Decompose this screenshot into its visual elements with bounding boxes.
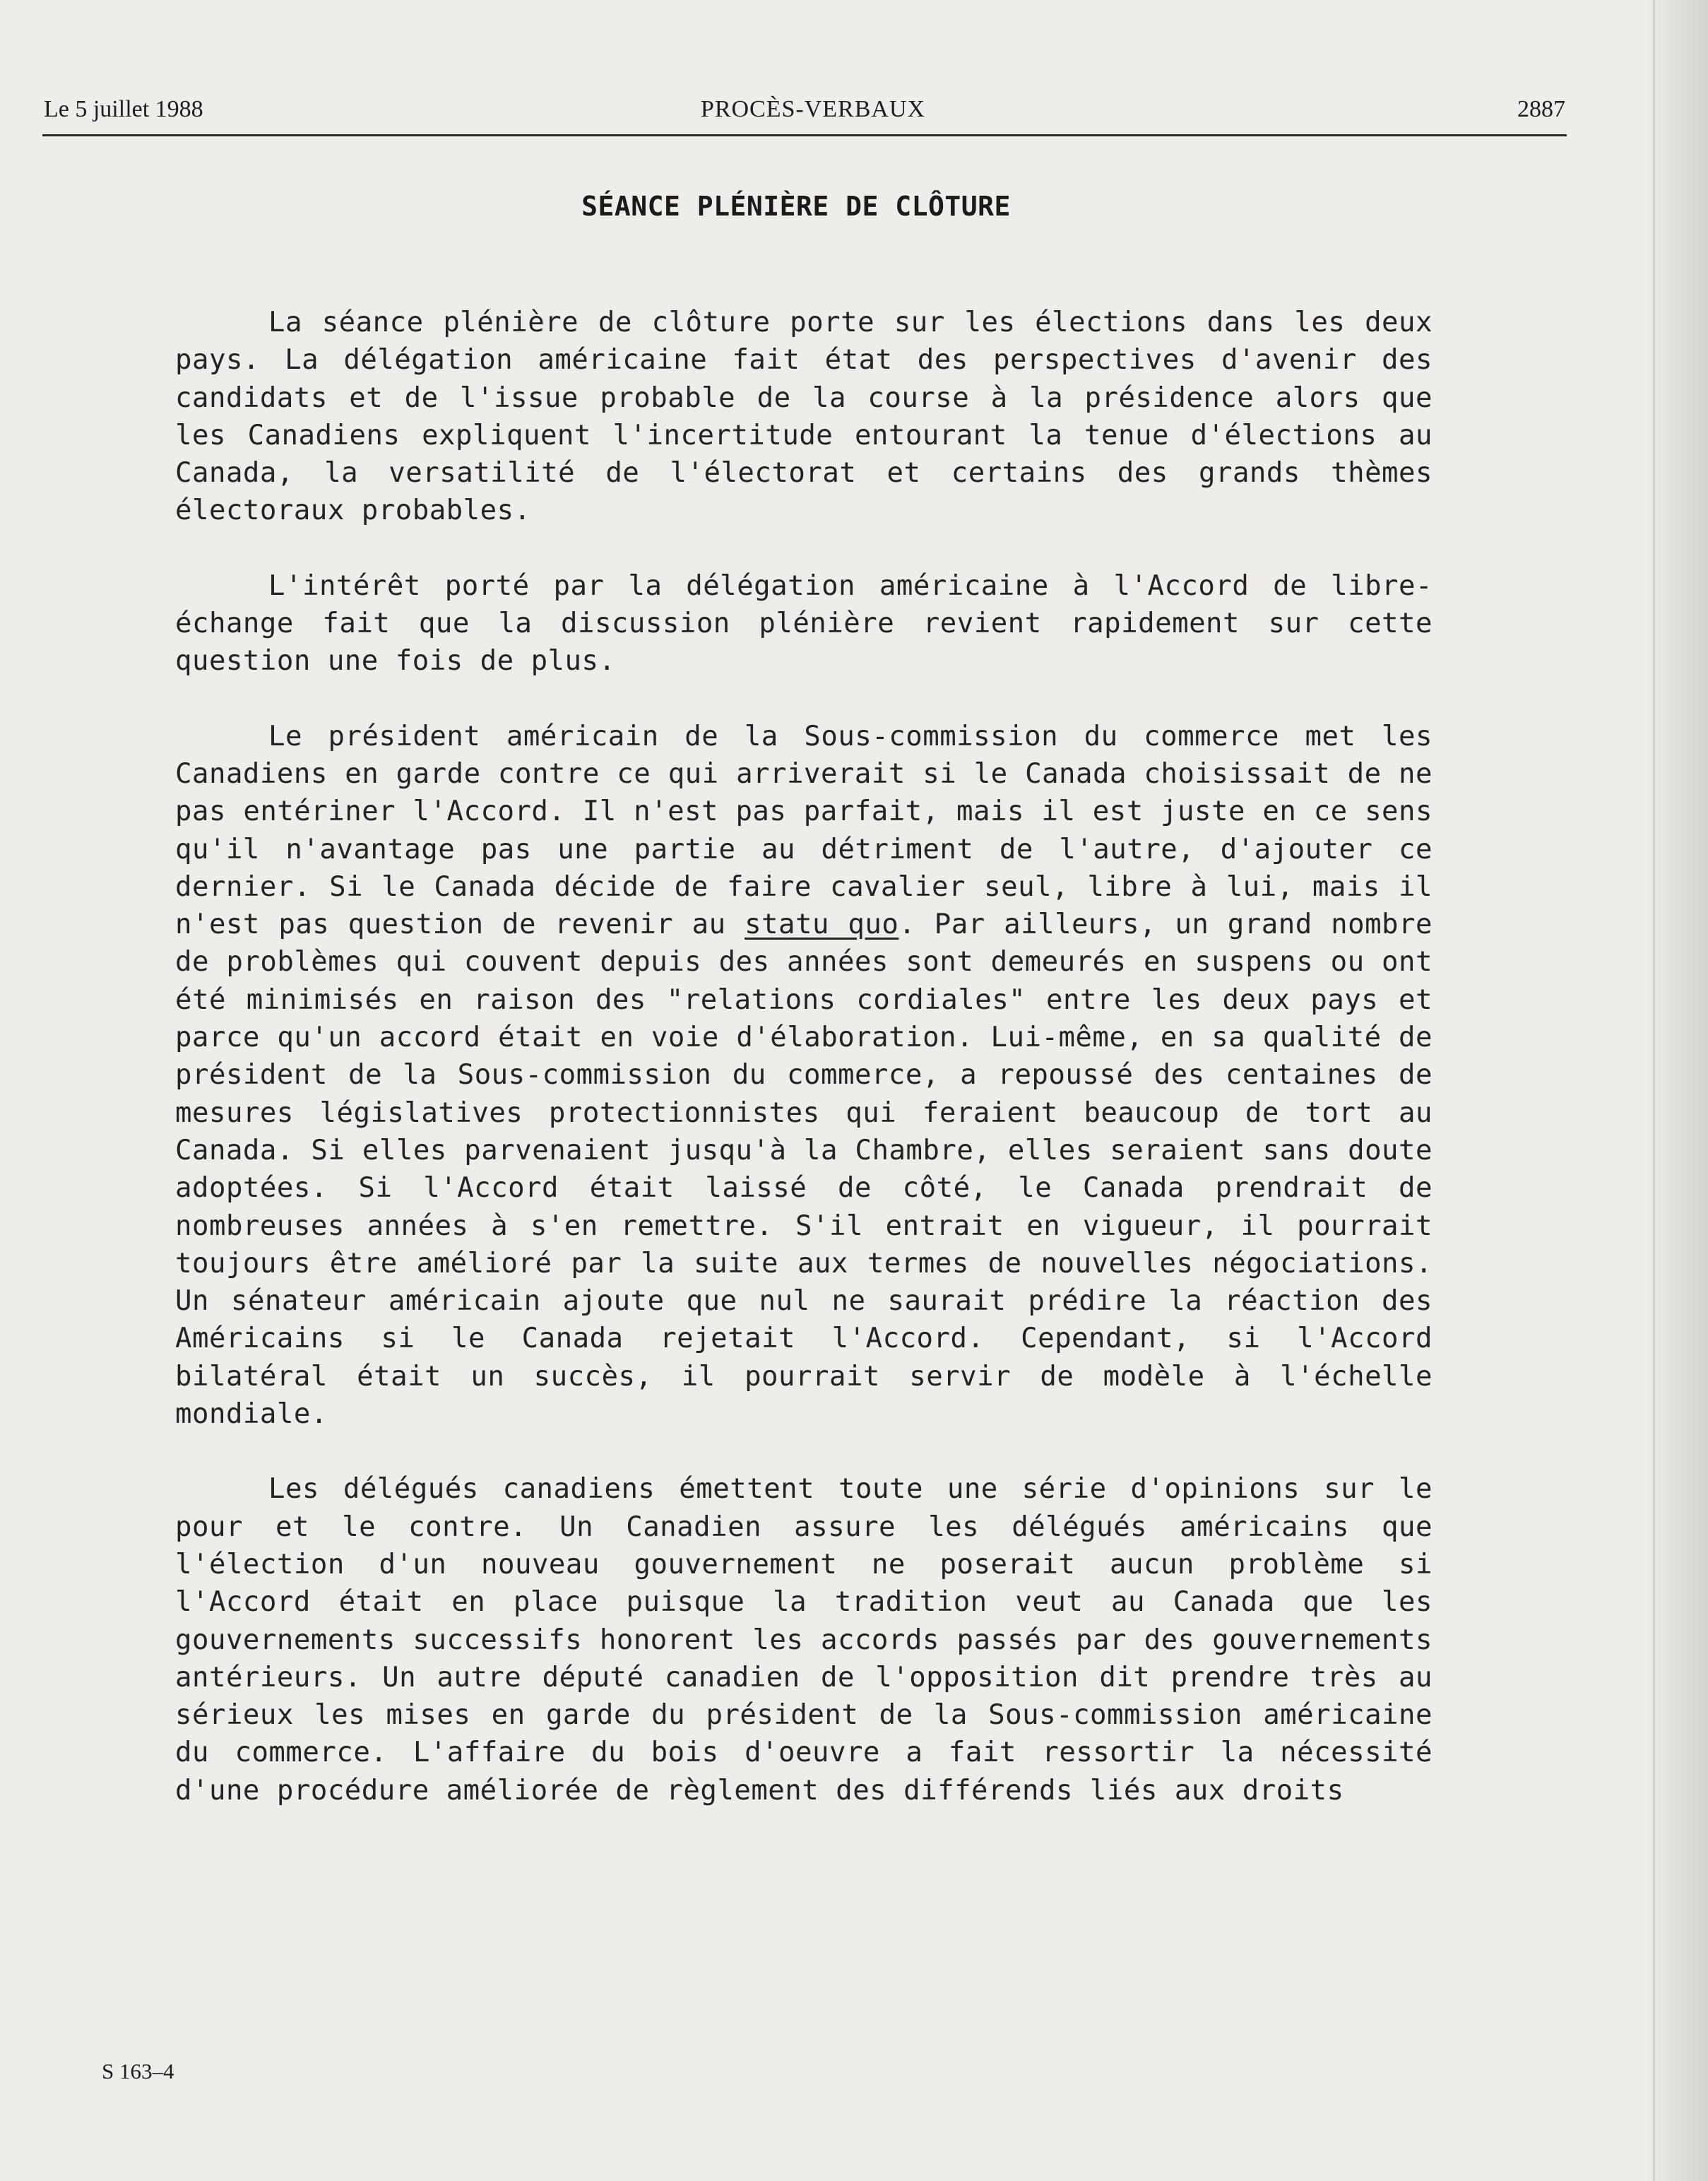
header-section: PROCÈS-VERBAUX: [700, 96, 926, 122]
body-text: [175, 304, 1433, 1809]
header-date: Le 5 juillet 1988: [44, 96, 203, 122]
page-edge-shadow: [1644, 0, 1708, 2181]
section-title: SÉANCE PLÉNIÈRE DE CLÔTURE: [581, 191, 1011, 222]
paragraph-3-part-1: Le président américain de la Sous-commission du commerce met les Canadiens en garde contre ce qui arriverait si le Canada choisissait de ne pas entériner l'Accord. Il n'est pas parfait, mais il est juste en ce sens qu'il n'avantage pas une partie au détriment de l'autre, d'ajouter ce dernier. Si le Canada décide de faire cavalier seul, libre à lui, mais il n'est pas question de revenir au: [175, 720, 1433, 941]
paragraph-3: [175, 718, 1433, 1434]
running-header: [44, 96, 1565, 137]
header-page-number: 2887: [1517, 96, 1565, 122]
paragraph-2: L'intérêt porté par la délégation américaine à l'Accord de libre-échange fait que la discussion plénière revient rapidement sur cette question une fois de plus.: [175, 569, 1433, 678]
paragraph-1: La séance plénière de clôture porte sur les élections dans les deux pays. La délégation américaine fait état des perspectives d'avenir des candidats et de l'issue probable de la course à la présidence alors que les Canadiens expliquent l'incertitude entourant la tenue d'élections au Canada, la versatilité de l'électorat et certains des grands thèmes électoraux probables.: [175, 307, 1433, 527]
footer-code: S 163–4: [102, 2059, 174, 2084]
paragraph-3-part-2: . Par ailleurs, un grand nombre de problèmes qui couvent depuis des années sont demeurés en suspens ou ont été minimisés en raison des "relations cordiales" entre les deux pays et parce qu'un accord était en voie d'élaboration. Lui-même, en sa qualité de président de la Sous-commission du commerce, a repoussé des centaines de mesures législatives protectionnistes qui feraient beaucoup de tort au Canada. Si elles parvenaient jusqu'à la Chambre, elles seraient sans doute adoptées. Si l'Accord était laissé de côté, le Canada prendrait de nombreuses années à s'en remettre. S'il entrait en vigueur, il pourrait toujours être amélioré par la suite aux termes de nouvelles négociations. Un sénateur américain ajoute que nul ne saurait prédire la réaction des Américains si le Canada rejetait l'Accord. Cependant, si l'Accord bilatéral était un succès, il pourrait servir de modèle à l'échelle mondiale.: [175, 909, 1433, 1431]
underlined-term: statu quo: [745, 909, 899, 941]
paragraph-4: Les délégués canadiens émettent toute une série d'opinions sur le pour et le contre. Un Canadien assure les délégués américains que l'élection d'un nouveau gouvernement ne poserait aucun problème si l'Accord était en place puisque la tradition veut au Canada que les gouvernements successifs honorent les accords passés par des gouvernements antérieurs. Un autre député canadien de l'opposition dit prendre très au sérieux les mises en garde du président de la Sous-commission américaine du commerce. L'affaire du bois d'oeuvre a fait ressortir la nécessité d'une procédure améliorée de règlement des différends liés aux droits: [175, 1473, 1433, 1807]
header-rule: [42, 134, 1567, 136]
